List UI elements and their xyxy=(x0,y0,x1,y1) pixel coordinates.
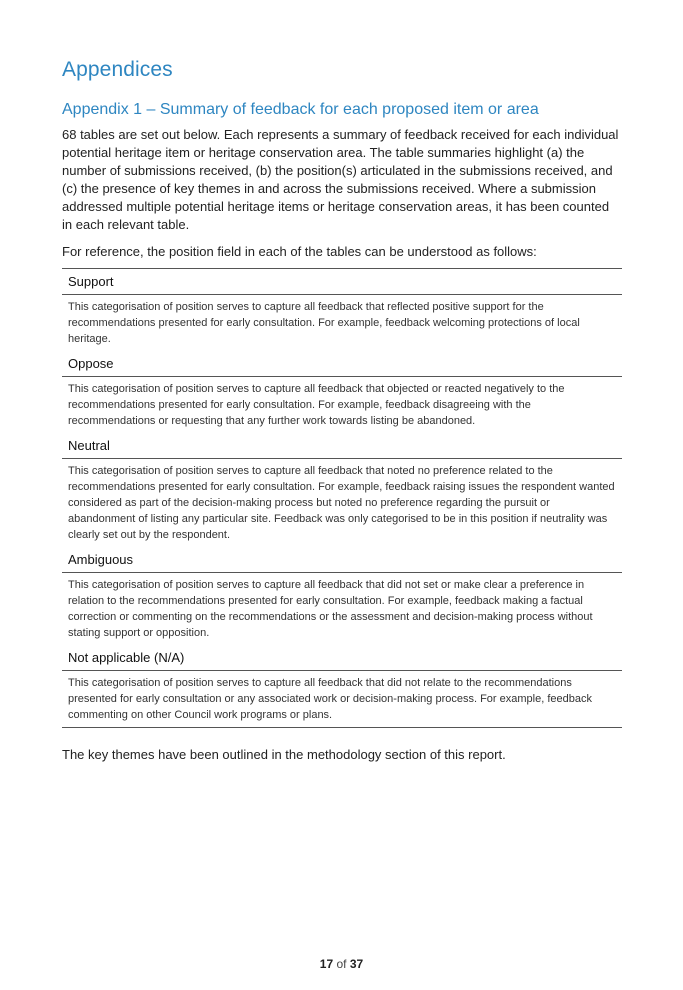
position-description: This categorisation of position serves to capture all feedback that reflected positive support for the recommendations presented for early consultation. For example, feedback welcoming protections of local heritage. xyxy=(68,301,580,345)
position-label: Oppose xyxy=(62,351,622,377)
position-definitions-table xyxy=(62,268,622,728)
page-of-label: of xyxy=(336,957,347,971)
intro-paragraph: 68 tables are set out below. Each represents a summary of feedback received for each individual potential heritage item or heritage conservation area. The table summaries highlight (a) the number of submissions received, (b) the position(s) articulated in the submissions received, and (c) the presence of key themes in and across the submissions received. Where a submission addressed multiple potential heritage items or heritage conservation areas, it has been counted in each relevant table. xyxy=(62,127,619,232)
page-number-footer xyxy=(0,957,683,971)
position-description: This categorisation of position serves to capture all feedback that did not relate to the recommendations presented for early consultation or any associated work or decision-making process. For example, feedback commenting on other Council work programs or plans. xyxy=(68,677,592,721)
appendix-heading: Appendix 1 – Summary of feedback for each proposed item or area xyxy=(62,101,539,118)
position-label: Neutral xyxy=(62,433,622,459)
position-ambiguous xyxy=(62,547,622,645)
page-title: Appendices xyxy=(62,58,173,81)
closing-paragraph: The key themes have been outlined in the methodology section of this report. xyxy=(62,747,506,762)
position-oppose xyxy=(62,351,622,433)
position-label: Not applicable (N/A) xyxy=(62,645,622,671)
current-page-number: 17 xyxy=(319,957,334,971)
position-description: This categorisation of position serves to capture all feedback that noted no preference related to the recommendations presented for early consultation. For example, feedback raising issues the respondent wanted considered as part of the decision-making process but noted no preference regarding the pursuit or abandonment of listing any particular site. Feedback was only categorised to be in this position if neutrality was clearly set out by the respondent. xyxy=(68,465,615,541)
position-neutral xyxy=(62,433,622,547)
reference-paragraph: For reference, the position field in each of the tables can be understood as follows: xyxy=(62,244,537,259)
position-description: This categorisation of position serves to capture all feedback that objected or reacted negatively to the recommendations presented for early consultation. For example, feedback disagreeing with the recommendations or requesting that any further work towards listing be abandoned. xyxy=(68,383,565,427)
position-support xyxy=(62,268,622,351)
total-pages-number: 37 xyxy=(349,957,364,971)
position-label: Support xyxy=(62,268,622,295)
position-description: This categorisation of position serves to capture all feedback that did not set or make clear a preference in relation to the recommendations presented for early consultation. For example, feedback making a factual correction or commenting on the recommendations or the assessment and decision-making process without stating support or opposition. xyxy=(68,579,593,639)
position-not-applicable xyxy=(62,645,622,727)
position-label: Ambiguous xyxy=(62,547,622,573)
